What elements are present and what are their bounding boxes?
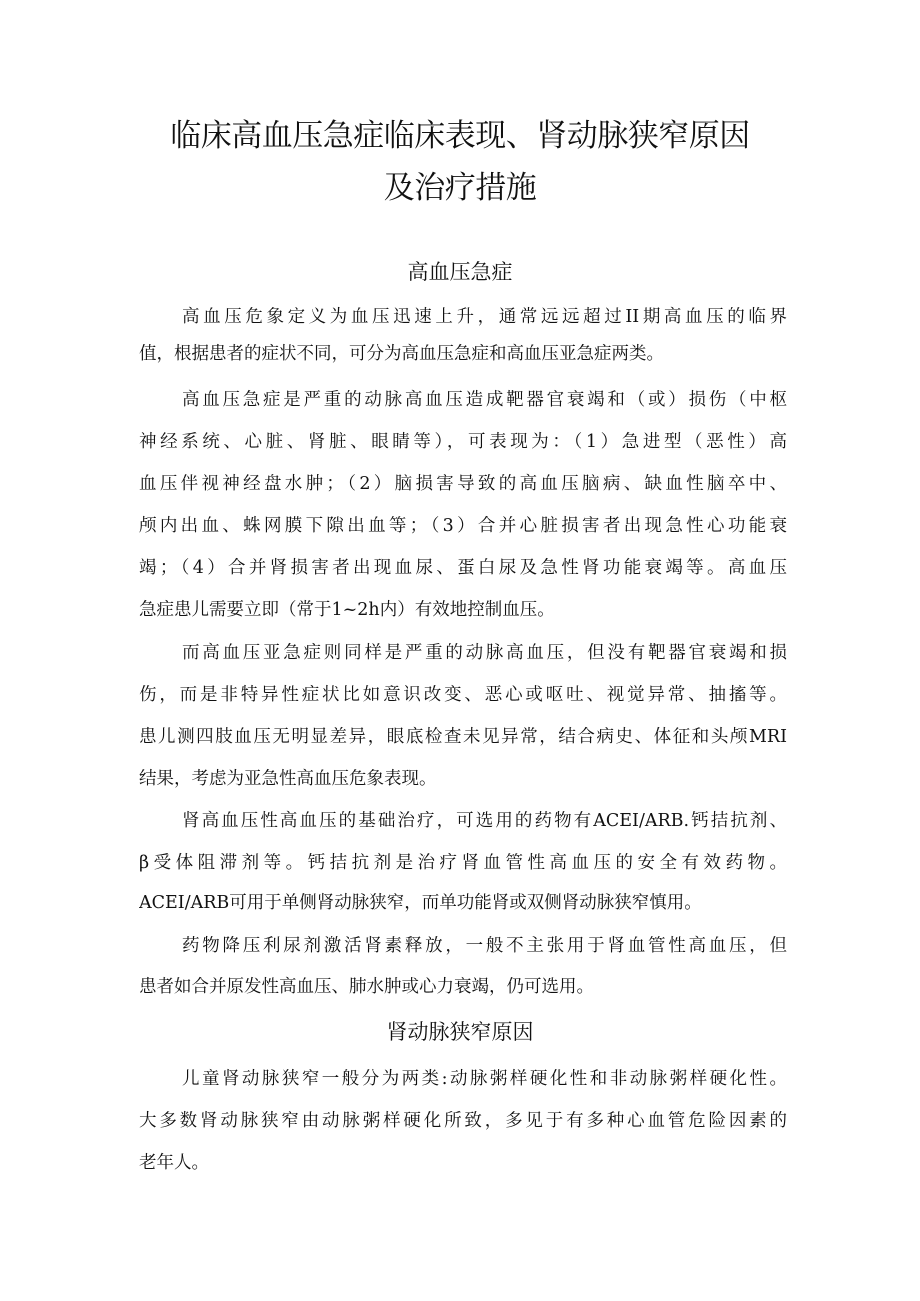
paragraph-line: 神经系统、心脏、肾脏、眼睛等），可表现为：（1）急进型（恶性）高 — [139, 432, 787, 452]
paragraph-line: ACEI/ARB可用于单侧肾动脉狭窄，而单功能肾或双侧肾动脉狭窄慎用。 — [139, 893, 702, 913]
paragraph-line: 血压伴视神经盘水肿；（2）脑损害导致的高血压脑病、缺血性脑卒中、 — [139, 474, 787, 494]
paragraph-line: 药物降压利尿剂激活肾素释放，一般不主张用于肾血管性高血压，但 — [182, 936, 787, 956]
paragraph-line: 患者如合并原发性高血压、肺水肿或心力衰竭，仍可选用。 — [139, 977, 594, 997]
paragraph-line: 急症患儿需要立即（常于1~2h内）有效地控制血压。 — [139, 600, 555, 620]
paragraph-line: 老年人。 — [139, 1153, 209, 1173]
document-title-line-1: 临床高血压急症临床表现、肾动脉狭窄原因 — [170, 118, 750, 154]
paragraph-line: 而高血压亚急症则同样是严重的动脉高血压，但没有靶器官衰竭和损 — [182, 643, 787, 663]
section-heading-hypertensive-emergency: 高血压急症 — [407, 260, 513, 284]
paragraph-line: 儿童肾动脉狭窄一般分为两类:动脉粥样硬化性和非动脉粥样硬化性。 — [182, 1069, 787, 1089]
paragraph-line: 大多数肾动脉狭窄由动脉粥样硬化所致，多见于有多种心血管危险因素的 — [139, 1111, 787, 1131]
paragraph-line: 结果，考虑为亚急性高血压危象表现。 — [139, 769, 437, 789]
section-heading-renal-artery-stenosis-causes: 肾动脉狭窄原因 — [386, 1020, 534, 1044]
document-title-line-2: 及治疗措施 — [383, 170, 537, 206]
paragraph-line: 竭；（4）合并肾损害者出现血尿、蛋白尿及急性肾功能衰竭等。高血压 — [139, 558, 787, 578]
paragraph-line: 患儿测四肢血压无明显差异，眼底检查未见异常，结合病史、体征和头颅MRI — [139, 727, 787, 747]
paragraph-line: 伤，而是非特异性症状比如意识改变、恶心或呕吐、视觉异常、抽搐等。 — [139, 685, 787, 705]
paragraph-line: 高血压危象定义为血压迅速上升，通常远远超过II期高血压的临界 — [182, 307, 787, 327]
paragraph-line: 肾高血压性高血压的基础治疗，可选用的药物有ACEI/ARB.钙拮抗剂、 — [182, 811, 787, 831]
paragraph-line: 颅内出血、蛛网膜下隙出血等；（3）合并心脏损害者出现急性心功能衰 — [139, 516, 787, 536]
paragraph-line: β受体阻滞剂等。钙拮抗剂是治疗肾血管性高血压的安全有效药物。 — [139, 853, 787, 873]
paragraph-line: 高血压急症是严重的动脉高血压造成靶器官衰竭和（或）损伤（中枢 — [182, 390, 787, 410]
paragraph-line: 值，根据患者的症状不同，可分为高血压急症和高血压亚急症两类。 — [139, 344, 664, 364]
